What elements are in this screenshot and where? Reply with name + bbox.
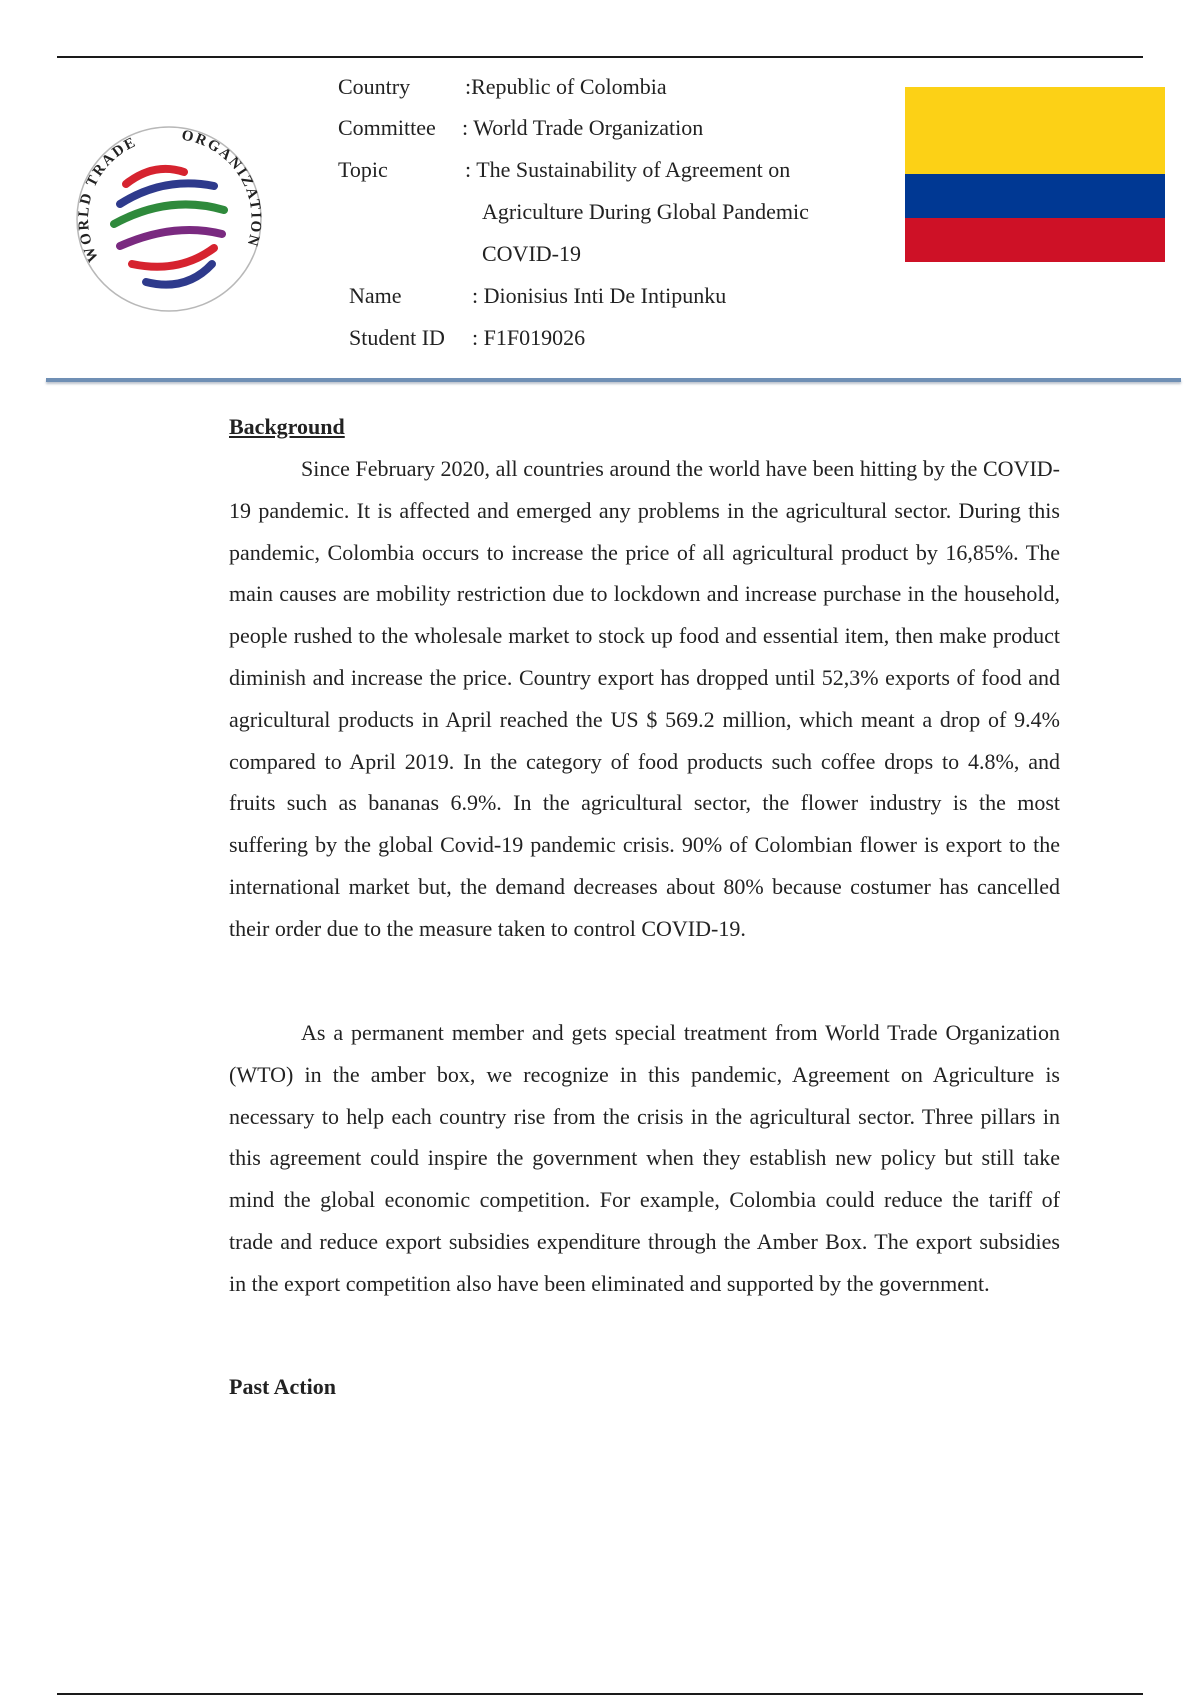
logo-text-right: ORGANIZATION: [180, 127, 264, 250]
bottom-rule: [57, 1693, 1143, 1695]
topic-value-line2: Agriculture During Global Pandemic: [482, 199, 809, 224]
student-id-value: : F1F019026: [472, 325, 586, 350]
past-action-heading: Past Action: [229, 1374, 336, 1399]
country-value: :Republic of Colombia: [465, 74, 667, 99]
colombia-flag: [905, 87, 1165, 262]
flag-stripe-yellow: [905, 87, 1165, 174]
background-heading: Background: [229, 414, 345, 439]
name-label: Name: [349, 283, 402, 308]
logo-text-left: WORLD TRADE: [75, 134, 140, 265]
background-paragraph-1-text: Since February 2020, all countries around the world have been hitting by the COVID-19 pandemic. It is affected and emerged any problems in the agricultural sector. During this pandemic, Colombia occurs to increase the price of all agricultural product by 16,85%. The main causes are mobility restriction due to lockdown and increase purchase in the household, people rushed to the wholesale market to stock up food and essential item, then make product diminish and increase the price. Country export has dropped until 52,3% exports of food and agricultural products in April reached the US $ 569.2 million, which meant a drop of 9.4% compared to April 2019. In the category of food products such coffee drops to 4.8%, and fruits such as bananas 6.9%. In the agricultural sector, the flower industry is the most suffering by the global Covid-19 pandemic crisis. 90% of Colombian flower is export to the international market but, the demand decreases about 80% because costumer has cancelled their order due to the measure taken to control COVID-19.: [229, 456, 1060, 941]
header-divider: [46, 378, 1181, 382]
country-label: Country: [338, 74, 411, 99]
topic-label: Topic: [338, 157, 388, 182]
background-paragraph-1: [229, 448, 1060, 950]
background-paragraph-2: [229, 1012, 1060, 1305]
background-paragraph-2-text: As a permanent member and gets special treatment from World Trade Organization (WTO) in the amber box, we recognize in this pandemic, Agreement on Agriculture is necessary to help each country rise from the crisis in the agricultural sector. Three pillars in this agreement could inspire the government when they establish new policy but still take mind the global economic competition. For example, Colombia could reduce the tariff of trade and reduce export subsidies expenditure through the Amber Box. The export subsidies in the export competition also have been eliminated and supported by the government.: [229, 1020, 1060, 1296]
wto-logo: [74, 124, 264, 314]
flag-stripe-blue: [905, 174, 1165, 218]
flag-stripe-red: [905, 218, 1165, 262]
committee-value: : World Trade Organization: [462, 115, 704, 140]
topic-value-line1: : The Sustainability of Agreement on: [465, 157, 791, 182]
name-value: : Dionisius Inti De Intipunku: [472, 283, 727, 308]
top-rule: [57, 56, 1143, 58]
student-id-label: Student ID: [349, 325, 445, 350]
topic-value-line3: COVID-19: [482, 241, 581, 266]
committee-label: Committee: [338, 115, 436, 140]
